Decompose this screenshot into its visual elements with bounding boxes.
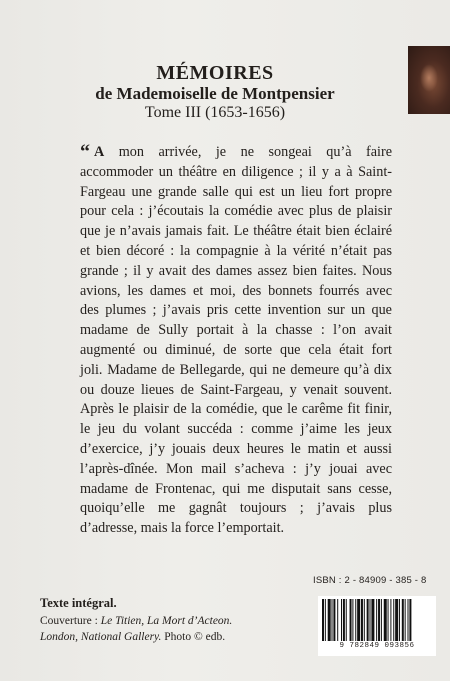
excerpt-line: madame de Frontenac, qui me disputait sans cesse, (80, 480, 392, 497)
cover-credit-painting: Le Titien, La Mort d’Acteon. (100, 615, 233, 627)
book-subtitle: de Mademoiselle de Montpensier (95, 84, 335, 103)
excerpt-line: des plumes ; j’avais pris cette invention sur un que (80, 302, 392, 319)
barcode-bar (322, 599, 324, 641)
excerpt-line: quoiqu’elle me gagnât toujours ; j’avais plus (80, 500, 392, 517)
barcode-bar (371, 599, 374, 641)
barcode-bar (357, 599, 360, 641)
excerpt-line: augmenté ou diminué, de sorte que cela était fort (80, 341, 392, 358)
cover-credit-line-2 (40, 631, 225, 643)
barcode-bar (325, 599, 326, 641)
barcode-bar (352, 599, 353, 641)
barcode-bar (381, 599, 382, 641)
texte-integral-label: Texte intégral. (40, 596, 117, 610)
barcode-bar (343, 599, 345, 641)
excerpt-line: l’après-dînée. Mon mail s’acheva : j’y jouai avec (80, 460, 392, 477)
barcode-bar (370, 599, 371, 641)
barcode-bar (399, 599, 400, 641)
cover-credit-label: Couverture : (40, 615, 101, 627)
barcode-bar (384, 599, 387, 641)
excerpt-text (80, 143, 392, 539)
excerpt-line: joli. Madame de Bellegarde, qui ne demeure qu’à dix (80, 361, 392, 378)
open-quote-mark: “ (80, 141, 90, 163)
excerpt-line: avions, les dames et moi, des bonnets fourrés avec (80, 282, 392, 299)
excerpt-line: pour cela : j’écoutais la comédie avec plus de plaisir (80, 203, 392, 220)
barcode-bar (409, 599, 411, 641)
barcode-bar (341, 599, 342, 641)
barcode-bar (388, 599, 389, 641)
cover-credit-line (40, 615, 232, 627)
excerpt-line: accommoder un théâtre en diligence ; il y a à Saint- (80, 163, 392, 180)
excerpt-line: ou douze lieues de Saint-Fargeau, y venait souvent. (80, 381, 392, 398)
book-title: MÉMOIRES (156, 62, 274, 84)
excerpt-line: Fargeau une grande salle qui est un lieu fort propre (80, 183, 392, 200)
cover-credit-museum: London, National Gallery. (40, 631, 162, 643)
barcode-bar (378, 599, 380, 641)
excerpt-line-text: mon arrivée, je ne songeai qu’à faire (104, 144, 392, 160)
volume-label: Tome III (1653-1656) (144, 104, 286, 121)
barcode-bars (322, 599, 432, 641)
drop-letter: A (94, 144, 105, 160)
isbn-number: ISBN : 2 - 84909 - 385 - 8 (313, 575, 427, 586)
barcode-bar (405, 599, 406, 641)
barcode-bar (376, 599, 377, 641)
barcode-digits: 9 782849 093856 (339, 642, 415, 650)
excerpt-line: Après le plaisir de la comédie, que le carême fit finir, (80, 401, 392, 418)
barcode-bar (337, 599, 338, 641)
excerpt-line: et bien décoré : la compagnie à la vérité n’était pas (80, 242, 392, 259)
barcode-bar (350, 599, 352, 641)
excerpt-line: que je n’avais jamais fait. Le théâtre était bien éclairé (80, 223, 392, 240)
barcode-bar (402, 599, 404, 641)
barcode-bar (346, 599, 347, 641)
excerpt-line: d’exercice, j’y jouais deux heures le matin et aussi (80, 440, 392, 457)
barcode-bar (328, 599, 331, 641)
barcode-bar (408, 599, 409, 641)
cover-credit-photo: Photo © edb. (161, 631, 226, 643)
barcode-bar (355, 599, 356, 641)
barcode-bar (393, 599, 394, 641)
barcode-bar (361, 599, 363, 641)
barcode-bar (390, 599, 391, 641)
excerpt-line: grande ; il y avait des dames assez bien faites. Nous (80, 262, 392, 279)
barcode-bar (395, 599, 398, 641)
barcode-bar (332, 599, 333, 641)
excerpt-line: d’adresse, mais la force l’emportait. (80, 520, 285, 537)
excerpt-line (80, 143, 392, 163)
barcode (318, 596, 436, 656)
excerpt-line: madame de Sully portait à la chasse : l’on avait (80, 322, 392, 339)
barcode-bar (333, 599, 335, 641)
barcode-bar (364, 599, 365, 641)
barcode-bar (367, 599, 369, 641)
excerpt-line: le jeu du volant succéda : comme j’aime les jeux (80, 421, 392, 438)
